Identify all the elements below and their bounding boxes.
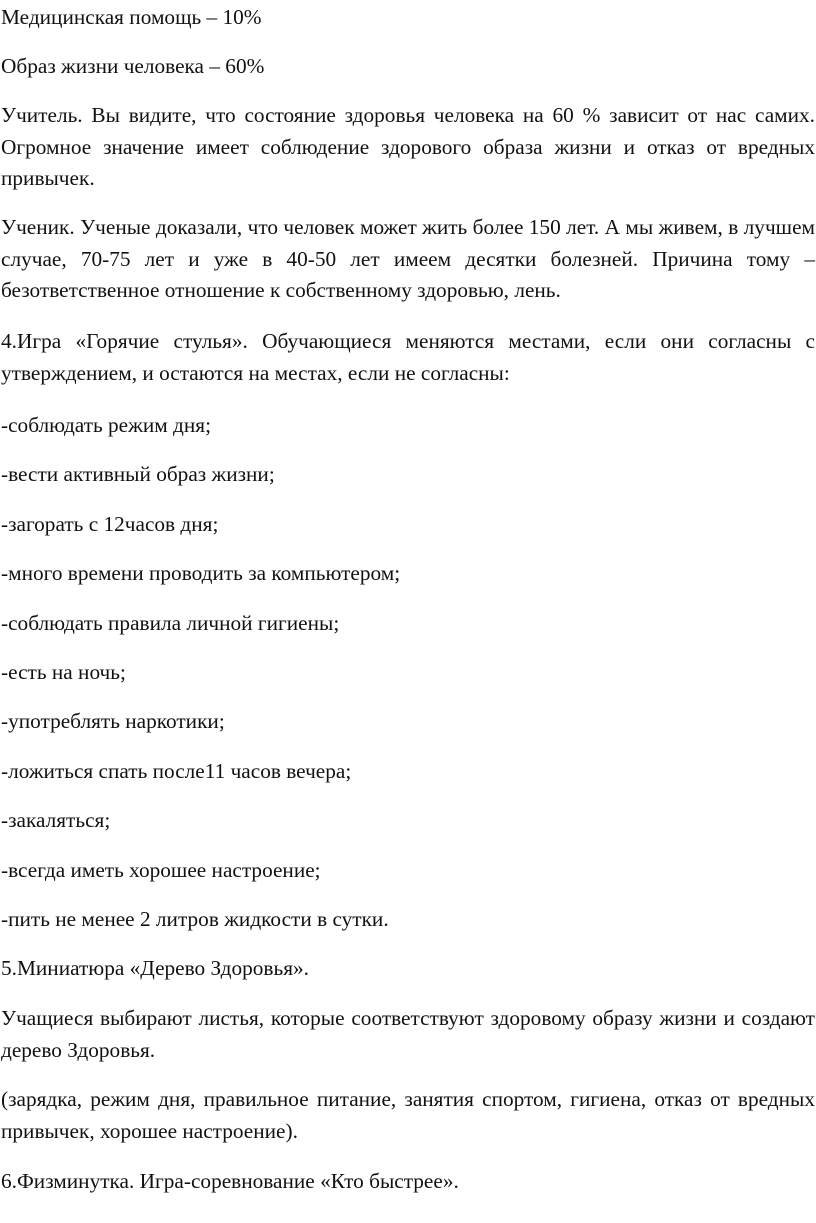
- miniature-list-paragraph: (зарядка, режим дня, правильное питание, занятия спортом, гигиена, отказ от вредных привычек, хорошее настроение).: [1, 1087, 815, 1143]
- list-item: -соблюдать правила личной гигиены;: [1, 611, 340, 635]
- physminute-title: 6.Физминутка. Игра-соревнование «Кто быстрее».: [1, 1169, 459, 1193]
- list-item: -вести активный образ жизни;: [1, 462, 275, 486]
- list-item: -закаляться;: [1, 808, 111, 832]
- list-item: -употреблять наркотики;: [1, 709, 225, 733]
- list-item: -загорать с 12часов дня;: [1, 512, 219, 536]
- list-item: -всегда иметь хорошее настроение;: [1, 858, 321, 882]
- student-paragraph: Ученик. Ученые доказали, что человек может жить более 150 лет. А мы живем, в лучшем случае, 70-75 лет и уже в 40-50 лет имеем десятки болезней. Причина тому – безответственное отношение к собственному здоровью, лень.: [1, 215, 815, 302]
- list-item: -много времени проводить за компьютером;: [1, 561, 401, 585]
- game-hot-chairs-paragraph: 4.Игра «Горячие стулья». Обучающиеся меняются местами, если они согласны с утверждением, и остаются на местах, если не согласны:: [1, 329, 815, 385]
- list-item: -пить не менее 2 литров жидкости в сутки.: [1, 907, 389, 931]
- teacher-paragraph: Учитель. Вы видите, что состояние здоровья человека на 60 % зависит от нас самих. Огромное значение имеет соблюдение здорового образа жизни и отказ от вредных привычек.: [1, 103, 815, 190]
- miniature-title: 5.Миниатюра «Дерево Здоровья».: [1, 956, 309, 980]
- list-item: -есть на ночь;: [1, 660, 126, 684]
- list-item: -ложиться спать после11 часов вечера;: [1, 759, 352, 783]
- line-medical-help: Медицинская помощь – 10%: [1, 5, 262, 29]
- list-item: -соблюдать режим дня;: [1, 413, 211, 437]
- line-lifestyle: Образ жизни человека – 60%: [1, 54, 265, 78]
- miniature-paragraph: Учащиеся выбирают листья, которые соответствуют здоровому образу жизни и создают дерево Здоровья.: [1, 1006, 815, 1062]
